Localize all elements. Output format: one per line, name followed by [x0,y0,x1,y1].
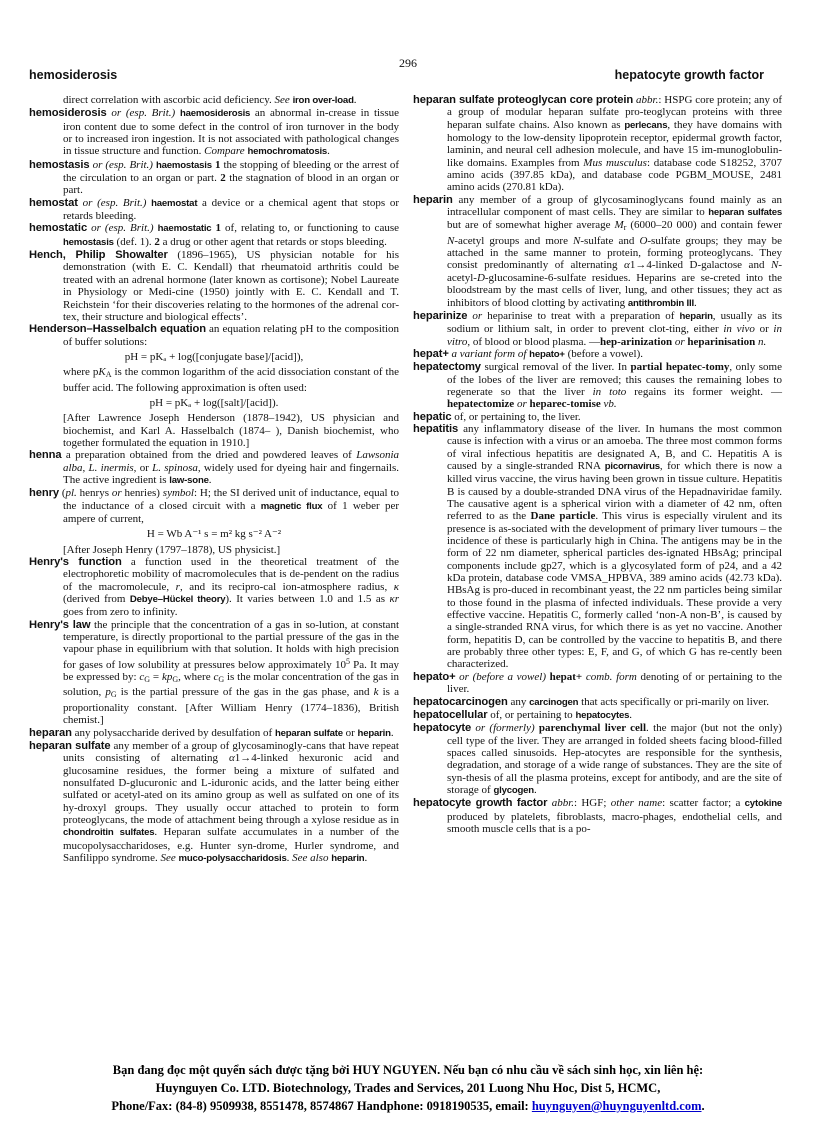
footer-company: Huynguyen Co. LTD. Biotechnology, Trades and Services, 201 Luong Nhu Hoc, Dist 5, HCMC, [155,1081,661,1095]
entry-text: [After Joseph Henry (1797–1878), US physicist.] [63,543,281,556]
entry-text: or [136,461,153,474]
cross-reference: chondroitin sulfates [63,827,155,839]
entry-text: , they have domains with homology to the low-density lipoprotein receptor, epidermal growth factor, laminin, and neural cell adhesion molecule, and have 15 im-munoglobulin-like domains. Examples from [447,118,782,169]
entry-text: is the common logarithm of the acid dissociation constant of the buffer acid. The following approximation is often used: [63,366,399,394]
entry-text: an equation relating pH to the composition of buffer solutions: [63,323,399,348]
entry-text: (def. 1). [113,235,155,248]
subscript: A [105,370,112,380]
bold-term: Dane particle [530,510,596,523]
entry-text: any member of a group of glycosaminogly-cans that have repeat units consisting of alternating [63,739,399,765]
entry-text: of, or pertaining to [487,708,576,721]
headword: hepatic [413,410,452,423]
entry-text: is the molar concentration of the gas in solution, [63,671,399,699]
entry-text: henries) [121,487,163,500]
headword: heparin [413,193,453,206]
italic-text: See [160,851,179,864]
headword: Henry's function [29,556,122,569]
entry-text: : scatter factor; a [662,797,745,810]
cross-reference: hepatocytes [575,709,630,721]
italic-text: abbr. [636,94,659,106]
footer-contact [0,1099,816,1114]
entry-text: -acetyl- [447,259,782,284]
dictionary-entry [413,348,782,361]
headword: hepatitis [413,422,459,435]
entry-text: . [533,783,537,796]
bold-term: partial hepatec-tomy [630,361,730,374]
entry-text: is the partial pressure of the gas in the gas phase, and [116,686,374,699]
bold-term: hep-arinization [599,335,673,348]
italic-text: D [476,271,485,284]
entry-text: produced by platelets, fibroblasts, macro-phages, endothelial cells, and smooth muscle cells that is a po- [447,810,782,835]
headword: hepatocarcinogen [413,695,508,708]
entry-text: (1896–1965), US physician notable for his demonstration (with E. C. Kendall) that rheumatoid arthritis could be treated with an adrenal hormone (later known as cortisone); Nobel Laureate in Physiology or Medi-cine (1950) jointly with E. C. Kendall and T. Reichstein ‘for their discoveries relating to the hormones of the adrenal cor-tex, their structure and biological effects’. [63,249,399,323]
dictionary-entry [413,310,782,348]
formula: pH = pKₐ + log([salt]/[acid]). [149,396,279,409]
headword: heparan [29,726,72,739]
subscript: r [623,223,627,233]
italic-text: or (esp. Brit.) [111,107,176,120]
italic-text: Compare [204,145,248,158]
italic-text: k [373,686,379,699]
italic-text: r [175,580,180,593]
cross-reference: cytokine [744,798,782,810]
entry-text: ). It varies between 1.0 and 1.5 as [225,593,390,606]
dictionary-entry [413,194,782,310]
italic-text: Lawsonia alba, L. inermis, [63,449,399,474]
dictionary-entry [413,709,782,722]
italic-text: K [98,366,106,379]
italic-text: p [105,686,111,699]
entry-text: , for which there is now a killed virus vaccine, the virus having been grown in tissue culture. Hepatitis B is caused by a double-stranded DNA virus of the Hepadnaviridae family. The causative agent is a spherical virion with a diameter of 42 nm, often referred to as the [447,459,783,523]
headword: hepatocellular [413,708,488,721]
entry-text: : HGF; [574,797,611,810]
entry-text: -sulfate groups; they may be attached in the same manner to protein, forming proteoglycans. They consist predominantly of alternating [447,234,782,272]
headword: henry [29,487,59,500]
cross-reference: iron over-load [292,95,354,106]
dictionary-entry [29,222,399,249]
italic-text: N [770,259,779,272]
entry-text: any polysaccharide derived by desulfation of [71,726,275,739]
cross-reference: carcinogen [529,696,579,708]
entry-text: but are of somewhat higher average [447,219,615,232]
headword: hemostasis [29,158,90,171]
bold-term: 1 [215,222,221,235]
entry-text: [After Lawrence Joseph Henderson (1878–1942), US physician and biochemist, and Karl A. Hasselbalch (1874– ), Danish biochemist, who together formulated the equation in 1910.] [63,412,399,449]
italic-text: in vivo [723,323,755,336]
headword: hepatocyte growth factor [413,797,548,810]
subscript: G [172,675,179,685]
dictionary-entry [29,487,399,525]
headword: Henry's law [29,618,91,631]
headword: henna [29,449,62,462]
entry-text: widely used for dyeing hair and fingernails. The active ingredient is [63,461,399,486]
entry-text: . [693,296,697,309]
cross-reference: picornavirus [604,460,660,472]
entry-text: or [342,726,358,739]
italic-text: or (esp. Brit.) [82,196,147,209]
italic-text: or (before a vowel) [459,670,547,683]
italic-text: κ [393,580,399,593]
entry-text: ( [58,487,66,500]
headword: hemosiderosis [29,107,107,120]
entry-text: (before a vowel). [564,347,643,360]
entry-text: regains its former weight. — [626,385,782,398]
italic-text: in vitro [447,323,782,348]
entry-continuation [29,94,399,107]
italic-text: See [274,94,293,106]
entry-text: a function used in the theoretical treatment of the electrophoretic mobility of macromolecules that is de-pendent on the radius of the macromolecule, [63,556,399,593]
footer-phone: Phone/Fax: (84-8) 9509938, 8551478, 8574867 Handphone: 0918190535, email: [111,1099,532,1113]
dictionary-entry [29,619,399,727]
entry-text: , where [178,671,214,684]
entry-text: . Heparan sulfate accumulates in a number of the mucopolysaccharidoses, e.g. Hunter syn-drome, Hurler syndrome, and Sanfilippo syndrome. [63,826,400,864]
entry-text: of, or pertaining to, the liver. [451,410,581,423]
italic-text: Mus musculus [583,156,647,169]
dictionary-entry [413,423,782,671]
bold-term: heparec-tomise [529,398,601,411]
headword: heparan sulfate [29,739,111,752]
entry-text: a device or a chemical agent that stops or retards bleeding. [63,196,400,223]
italic-text: See also [292,851,332,864]
cross-reference: heparin [679,310,713,322]
dictionary-entry [29,727,399,740]
bold-term: hepatectomize [447,398,515,411]
entry-text: -acetyl groups and more [454,234,574,247]
guide-word-left: hemosiderosis [29,68,118,82]
dictionary-entry [413,361,782,410]
italic-text: α [624,259,630,272]
italic-text: n. [758,335,767,348]
dictionary-entry [413,722,782,797]
italic-text: κr [389,593,400,606]
bold-term: heparinisation [687,335,756,348]
footer-email-link[interactable]: huynguyen@huynguyenltd.com [531,1099,702,1113]
entry-text: . the major (but not the only) cell type of the liver. They are arranged in folded sheets facing blood-filled spaces called sinusoids. Hep-atocytes are responsible for the synthesis, degradation, and storage of a wide range of substances. They are the site of syn-thesis of all the plasma proteins, except for antibody, and are the site of storage of [447,722,783,796]
headword: hepat+ [413,347,449,360]
dictionary-entry [29,249,399,323]
entry-text: any [507,695,530,708]
cross-reference: haemostasis [155,159,212,171]
subscript: G [218,675,225,685]
entry-text: . [353,94,357,106]
entry-text: that acts specifically or pri-marily on liver. [578,695,769,708]
entry-text: : database code S18252, 3707 amino acids (397.85 kDa), and database code PGBM_MOUSE, 2481 amino acids (270.81 kDa). [447,156,782,194]
left-column [29,94,399,865]
entry-text: a drug or other agent that retards or stops bleeding. [159,235,387,248]
entry-text: any member of a group of glycosaminoglycans found mainly as an intracellular component of mast cells. They are similar to [447,193,782,219]
entry-text: . [327,145,330,158]
dictionary-entry [413,696,782,709]
formula: H = Wb A⁻¹ s = m² kg s⁻² A⁻² [146,528,282,541]
dictionary-entry [413,671,782,696]
entry-text: . [390,726,394,739]
entry-text: henrys [76,487,112,500]
italic-text: or (formerly) [475,722,535,735]
italic-text: O [639,234,648,247]
cross-reference: heparan sulfate [274,727,343,739]
headword: hemostat [29,196,78,209]
italic-text: other name [610,797,663,810]
italic-text: N [573,234,581,247]
entry-text: = [150,671,162,684]
italic-text: or [472,309,483,322]
entry-continuation [29,544,399,556]
entry-continuation [29,412,399,449]
entry-text: any inflammatory disease of the liver. In humans the most common cause is infection with a virus or an amoeba. The three most common forms of viral infectious hepatitis are designated A, B, and C. Hepatitis A is caused by a single-stranded RNA [447,422,782,472]
cross-reference: antithrombin III [627,297,694,309]
italic-text: abbr. [551,797,574,810]
right-column [413,94,782,835]
italic-text: or [674,335,685,348]
cross-reference: haemostatic [157,223,212,235]
entry-text: or [754,323,774,336]
italic-text: M [614,219,624,232]
cross-reference: heparan sulfates [708,207,783,219]
entry-text: : H; the SI derived unit of inductance, equal to the inductance of a closed circuit with a [63,487,399,512]
dictionary-entry [29,556,399,619]
entry-text: . [629,708,632,721]
entry-text: of 1 weber per ampere of current, [63,499,399,525]
guide-word-right: hepatocyte growth factor [614,68,764,82]
italic-text: or (esp. Brit.) [91,222,154,235]
subscript: G [110,690,117,700]
subscript: G [144,675,151,685]
dictionary-entry [29,159,399,197]
cross-reference: magnetic flux [260,500,323,512]
entry-text: . [286,851,293,864]
cross-reference: muco-polysaccharidosis [178,852,287,864]
bold-term: hepat+ [549,670,583,683]
entry-text: -glucosamine-6-sulfate residues. Heparins are se-creted into the bloodstream by the mast cells of liver, lung, and other tissues; they act as inhibitors of blood clotting by activating [447,271,782,309]
italic-text: L. spinosa, [152,461,201,474]
italic-text: comb. form [585,670,637,683]
cross-reference: Debye–Hückel theory [129,594,226,606]
headword: hepatocyte [413,722,472,735]
superscript: 5 [345,656,350,666]
cross-reference: hemostasis [63,236,114,248]
italic-text: in toto [592,385,627,398]
cross-reference: heparin [357,727,391,739]
bold-term: 2 [154,235,160,248]
formula: pH = pKₐ + log([conjugate base]/[acid]), [124,350,304,363]
entry-text: (6000–20 000) and contain fewer [626,219,783,232]
cross-reference: haemosiderosis [179,108,251,120]
italic-text: symbol [162,487,194,500]
headword: Henderson–Hasselbalch equation [29,323,206,336]
entry-text: . [208,473,212,486]
cross-reference: law-sone [169,474,209,486]
footer-notice: Bạn đang đọc một quyển sách được tặng bởi HUY NGUYEN. Nếu bạn có nhu cầu về sách sinh học, xin liên hệ: [112,1063,704,1077]
page-number: 296 [399,56,417,70]
entry-text: the principle that the concentration of a gas in so-lution, at constant temperature, is directly proportional to the partial pressure of the gas in the vapour phase in equilibrium with that solution. It holds with high precision for gases of low solubility at pressures below approximately 10 [63,618,399,671]
dictionary-entry [29,323,399,348]
entry-text: of, relating to, or functioning to cause [220,222,399,235]
bold-term: parenchymal liver cell [538,722,647,735]
entry-text: heparinise to treat with a preparation of [482,309,680,322]
italic-text: or (esp. Brit.) [92,158,153,171]
entry-text: , of blood or blood plasma. — [467,335,600,348]
entry-text: , usually as its sodium or lithium salt, in order to prevent clot-ting, either [447,309,782,336]
italic-text: α [229,752,235,765]
entry-text: is a proportionality constant. [After William Henry (1774–1836), British chemist.] [63,686,399,727]
cross-reference: hepato+ [529,348,565,360]
dictionary-entry [413,411,782,423]
italic-text: or [111,487,122,500]
entry-text: Pa. It may be expressed by: [63,658,399,684]
italic-text: kp [161,671,173,684]
entry-text: , and its recipro-cal ion-atmosphere radius, [179,580,394,593]
dictionary-entry [413,94,782,194]
cross-reference: heparin [331,852,365,864]
entry-text: a preparation obtained from the dried and powdered leaves of [61,449,357,462]
entry-text: : HSPG core protein; any of a group of modular heparan sulfate pro-teoglycan proteins with three heparan sulfate chains. Also known as [447,94,783,131]
italic-text: N [447,234,455,247]
dictionary-entry [29,107,399,158]
cross-reference: hemochromatosis [247,146,328,158]
entry-text: , only some of the lobes of the liver are removed; this causes the remaining lobes to regenerate so that the liver [447,361,783,398]
headword: hepatectomy [413,361,481,374]
cross-reference: glycogen [493,784,534,796]
entry-text: the stagnation of blood in an organ or part. [63,172,399,197]
entry-text: denoting of or pertaining to the liver. [447,670,783,696]
entry-continuation [29,366,399,394]
headword: heparan sulfate proteoglycan core protein [413,94,634,106]
entry-text: the stopping of bleeding or the arrest of the circulation to an organ or part. [63,158,400,185]
entry-text: surgical removal of the liver. In [480,361,631,374]
headword: hemostatic [29,222,88,235]
entry-text: direct correlation with ascorbic acid deficiency. [63,94,275,106]
entry-text: 1→4-linked D-galactose and [629,259,771,272]
italic-text: or [516,398,527,411]
entry-text: an abnormal in-crease in tissue iron content due to some defect in the control of iron turnover in the body or to increased iron ingestion. It is not associated with pathological changes in tissue structure and function. [63,107,399,158]
dictionary-entry [413,797,782,835]
entry-text: 1→4-linked hexuronic acid and glucosamine residues, the former being a mixture of sulfated and nonsulfated D-glucuronic and L-iduronic acids, and the latter being either sulfated or acetyl-ated on its amino group as well as sulfated on one of its hy-droxyl groups. They usually occur attached to protein to form proteoglycans, the mode of attachment being through a xylose residue as in [63,752,399,826]
entry-text: . [364,851,368,864]
italic-text: vb. [603,398,617,411]
entry-text: -sulfate and [580,234,640,247]
italic-text: c [213,671,219,684]
dictionary-entry [29,197,399,223]
entry-text: goes from zero to infinity. [63,606,178,619]
bold-term: 1 [214,158,221,171]
dictionary-entry [29,449,399,487]
headword: heparinize [413,309,468,322]
italic-text: c [139,671,145,684]
footer-end: . [701,1099,705,1113]
bold-term: 2 [220,172,226,185]
headword: hepato+ [413,670,456,683]
italic-text: pl. [65,487,77,500]
entry-text: . This virus is especially virulent and its presence is as-sociated with the development of primary liver tumours – the incidence of these is particularly high in China. The antigens may be in the form of 22 nm diameter, spherical particles des-ignated HBsAg; principal components include gp27, which is a glycosylated form of p24, and a 42 kDa protein, database code VMSA_HPBVA, 389 amino acids (42.73 kDa). HBsAg is pro-duced in recombinant yeast, the 22 nm particles being similar to those found in the plasma of infected individuals. These provide a very effective vaccine. Hepatitis C, formerly called ‘non-A non-B’, is caused by a single-stranded RNA virus, for which there is as yet no vaccine. Another form, hepatitis D, can be controlled by the vaccine to hepatitis B, and there are probably three other types: E, F, and G, of which G has re-cently been characterized. [447,510,782,671]
entry-text: (derived from [63,593,130,606]
entry-text: where p [63,366,99,379]
cross-reference: haemostat [151,197,198,209]
dictionary-entry [29,740,399,865]
italic-text: a variant form of [451,347,527,360]
headword: Hench, Philip Showalter [29,249,168,262]
cross-reference: perlecans [624,119,668,131]
